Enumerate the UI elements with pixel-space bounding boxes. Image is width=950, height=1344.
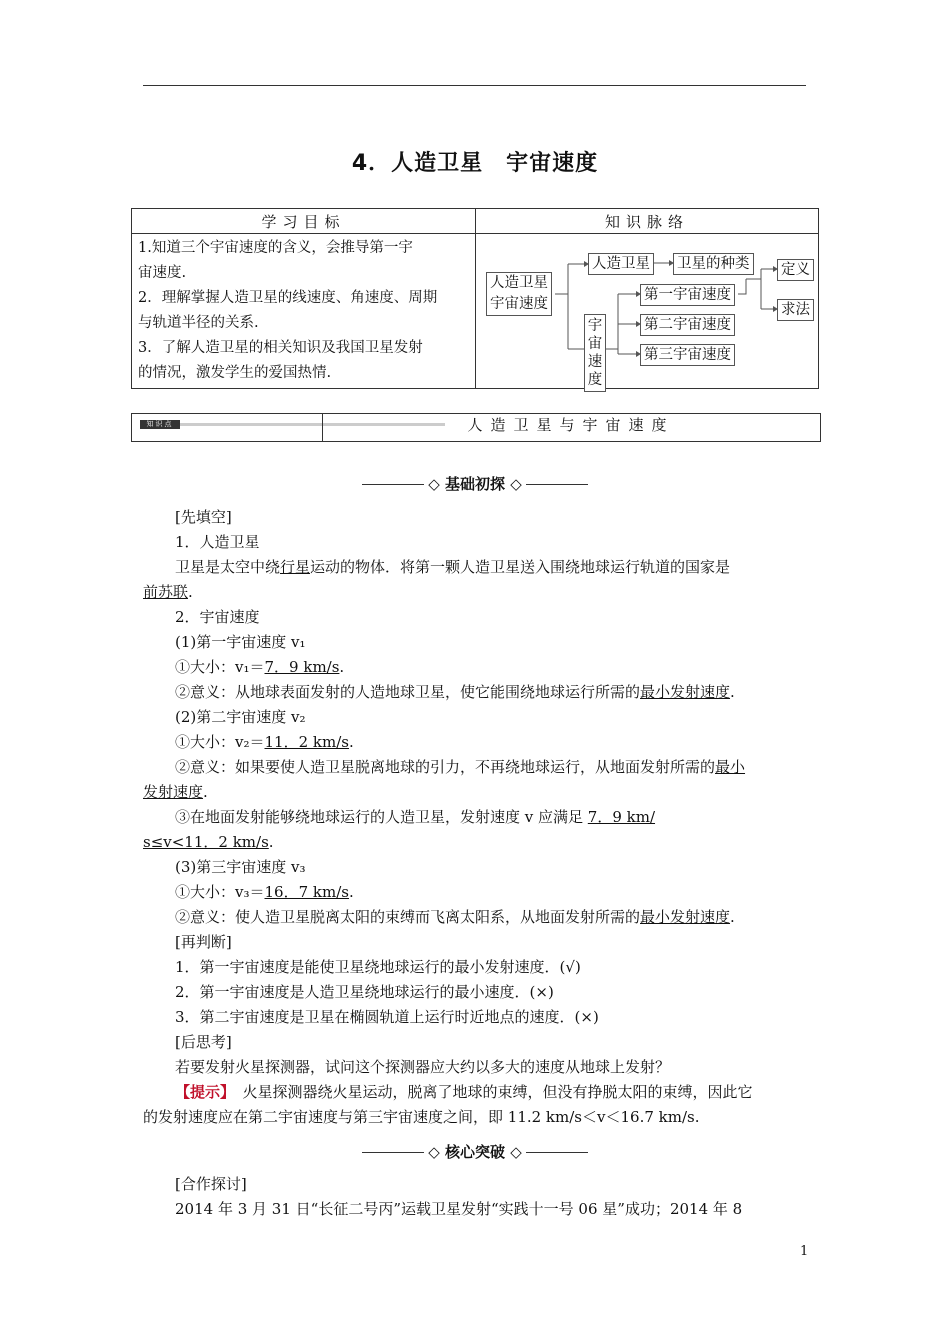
goals-table xyxy=(131,208,819,389)
map-root: 人造卫星 宇宙速度 xyxy=(486,272,552,316)
goals-list xyxy=(132,234,475,388)
section-heading-basic: ◇ 基础初探 ◇ xyxy=(0,473,950,494)
map-definition: 定义 xyxy=(777,259,814,281)
goal-line: 3．了解人造卫星的相关知识及我国卫星发射 xyxy=(138,340,423,356)
text-line: 2．第一宇宙速度是人造卫星绕地球运行的最小速度．(×) xyxy=(175,983,554,1001)
text-line: (1)第一宇宙速度 v₁ xyxy=(175,633,306,651)
text-line: ②意义：从地球表面发射的人造地球卫星，使它能围绕地球运行所需的最小发射速度. xyxy=(175,683,735,701)
text-line: ①大小：v₂＝11．2 km/s. xyxy=(175,733,354,751)
knowledge-map xyxy=(476,234,820,389)
text-line: 1．第一宇宙速度是能使卫星绕地球运行的最小发射速度．(√) xyxy=(175,958,581,976)
text-line: 发射速度. xyxy=(143,783,208,801)
goal-line: 2．理解掌握人造卫星的线速度、角速度、周期 xyxy=(138,290,438,306)
text-line: (2)第二宇宙速度 v₂ xyxy=(175,708,306,726)
map-cosmic-speed: 宇宙速度 xyxy=(584,314,606,392)
text-line: 3．第二宇宙速度是卫星在椭圆轨道上运行时近地点的速度．(×) xyxy=(175,1008,599,1026)
text-line: 若要发射火星探测器，试问这个探测器应大约以多大的速度从地球上发射？ xyxy=(175,1058,671,1076)
rule-left xyxy=(362,484,424,485)
text-line: 1．人造卫星 xyxy=(175,533,260,551)
text-line: [先填空] xyxy=(175,508,232,526)
map-satellite: 人造卫星 xyxy=(588,253,654,275)
text-line: ①大小：v₁＝7．9 km/s. xyxy=(175,658,345,676)
map-satellite-types: 卫星的种类 xyxy=(673,253,754,275)
map-head: 知识脉络 xyxy=(476,209,819,234)
goal-line: 与轨道半径的关系. xyxy=(138,315,259,331)
text-line: [后思考] xyxy=(175,1033,232,1051)
goal-line: 宙速度. xyxy=(138,265,187,281)
text-line: ③在地面发射能够绕地球运行的人造卫星，发射速度 v 应满足 7．9 km/ xyxy=(175,808,656,826)
map-v3: 第三宇宙速度 xyxy=(640,344,735,366)
text-line: ②意义：使人造卫星脱离太阳的束缚而飞离太阳系，从地面发射所需的最小发射速度. xyxy=(175,908,735,926)
text-line: 2014 年 3 月 31 日“长征二号丙”运载卫星发射“实践十一号 06 星”成功；2014 年 8 xyxy=(175,1200,743,1218)
rule-right xyxy=(526,484,588,485)
knowledge-point-banner xyxy=(131,413,821,442)
text-line: 的发射速度应在第二宇宙速度与第三宇宙速度之间，即 11.2 km/s＜v＜16.7 km/s. xyxy=(143,1108,700,1126)
rule-right xyxy=(526,1152,588,1153)
text-line: 前苏联. xyxy=(143,583,193,601)
hint-tag: 【提示】 xyxy=(175,1083,228,1101)
page-title: 4．人造卫星 宇宙速度 xyxy=(351,151,599,176)
text-line: 卫星是太空中绕行星运动的物体．将第一颗人造卫星送入围绕地球运行轨道的国家是 xyxy=(175,558,731,576)
rule-left xyxy=(362,1152,424,1153)
text-line: ②意义：如果要使人造卫星脱离地球的引力，不再绕地球运行，从地面发射所需的最小 xyxy=(175,758,746,776)
text-line: (3)第三宇宙速度 v₃ xyxy=(175,858,306,876)
page-number: 1 xyxy=(800,1244,809,1259)
goals-head: 学习目标 xyxy=(132,209,476,234)
text-line: 2．宇宙速度 xyxy=(175,608,260,626)
text-line: [合作探讨] xyxy=(175,1175,247,1193)
section-heading-core: ◇ 核心突破 ◇ xyxy=(0,1141,950,1162)
goal-line: 的情况，激发学生的爱国热情. xyxy=(138,365,332,381)
text-line: [再判断] xyxy=(175,933,232,951)
text-line: 【提示】 火星探测器绕火星运动，脱离了地球的束缚，但没有挣脱太阳的束缚，因此它 xyxy=(175,1083,753,1101)
map-method: 求法 xyxy=(777,299,814,321)
goal-line: 1.知道三个宇宙速度的含义，会推导第一宇 xyxy=(138,240,413,256)
header-rule xyxy=(143,85,806,86)
text-line: ①大小：v₃＝16．7 km/s. xyxy=(175,883,354,901)
knowledge-point-badge: 知识点 xyxy=(140,420,180,429)
map-v2: 第二宇宙速度 xyxy=(640,314,735,336)
knowledge-point-title: 人造卫星与宇宙速度 xyxy=(467,416,675,434)
text-line: s≤v<11．2 km/s. xyxy=(143,833,274,851)
map-v1: 第一宇宙速度 xyxy=(640,284,735,306)
